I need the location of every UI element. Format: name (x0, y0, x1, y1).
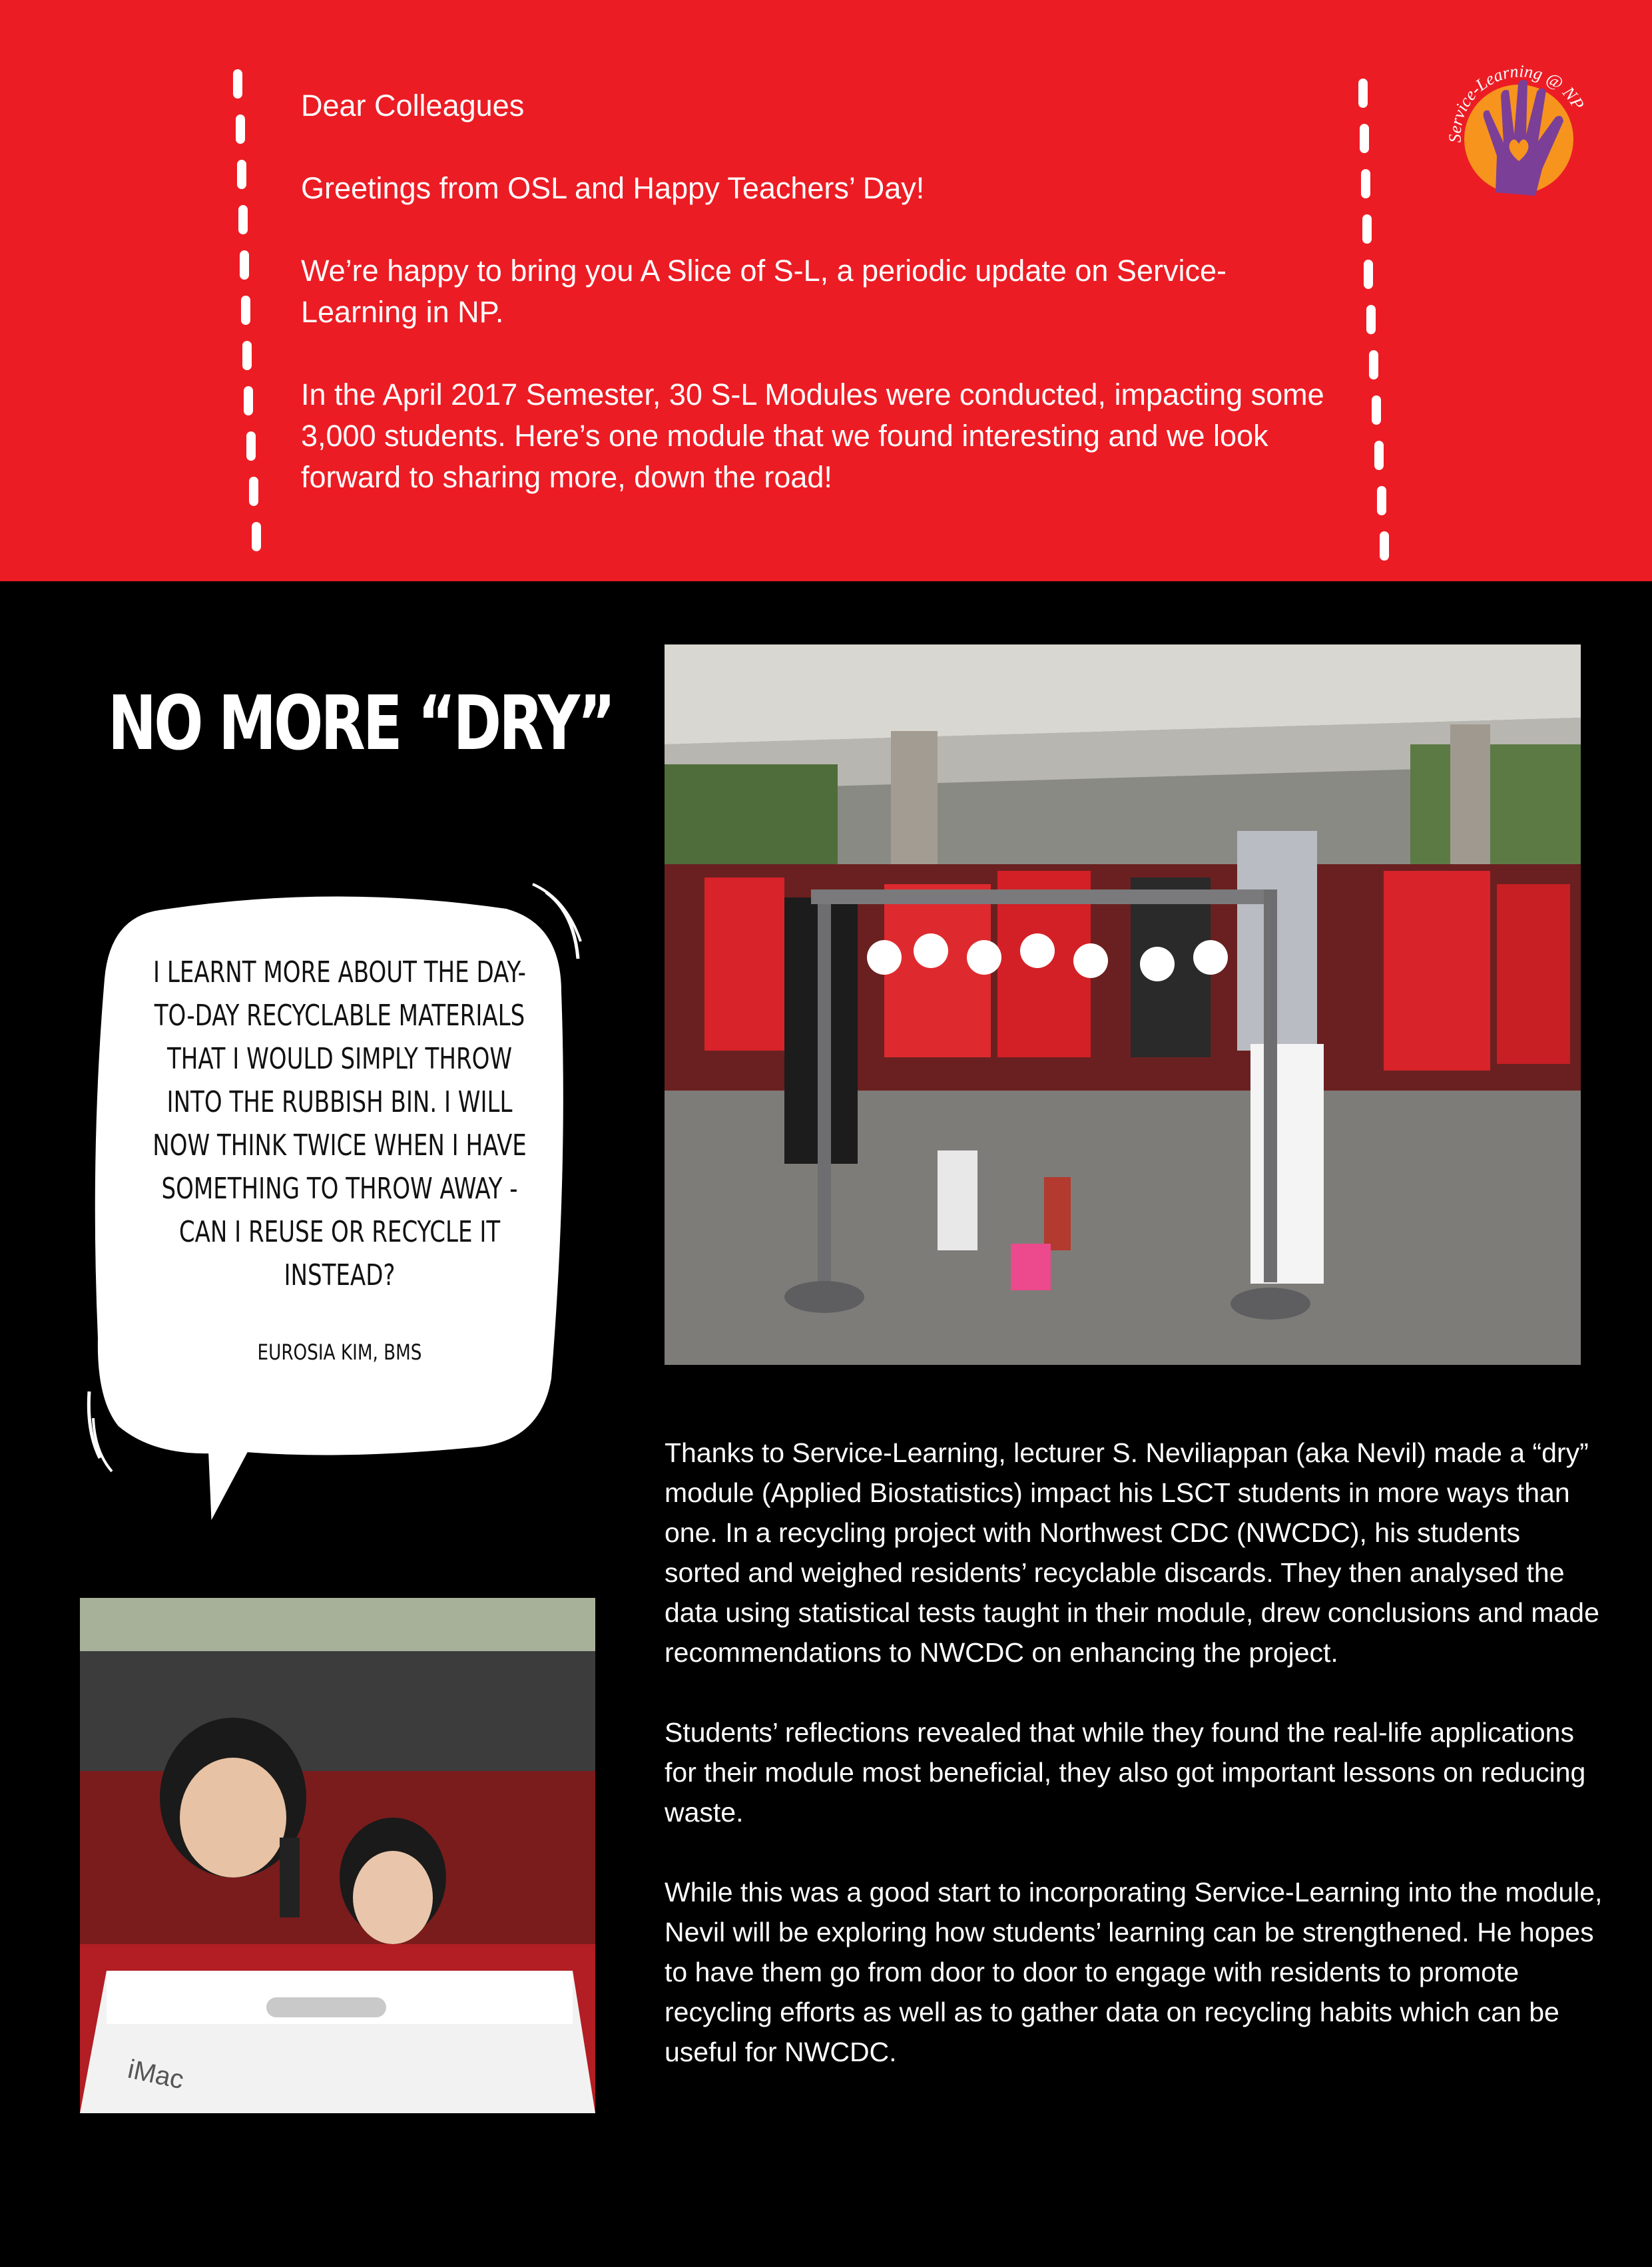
dash-decoration (1366, 305, 1376, 334)
service-learning-logo (1442, 56, 1595, 209)
dash-decoration (238, 205, 248, 234)
intro-banner (0, 0, 1652, 581)
dash-decoration (240, 250, 249, 280)
body-paragraph-3: While this was a good start to incorporating Service-Learning into the module, Nevil will be exploring how students’ learning can be strengthened. He hopes to have them go from door to door to engage with residents to promote recycling efforts as well as to gather data on recycling habits which can be useful for NWCDC. (665, 1877, 1603, 2067)
dash-decoration (1358, 79, 1368, 108)
dash-decoration (236, 115, 245, 144)
dash-decoration (244, 386, 253, 415)
dash-decoration (1377, 486, 1386, 515)
logo-text: Service-Learning @ NP (1445, 61, 1588, 143)
dash-decoration (242, 341, 252, 370)
dash-decoration (1361, 169, 1370, 198)
dash-decoration (252, 522, 261, 551)
article-body (665, 1433, 1603, 2112)
dash-decoration (1374, 441, 1384, 470)
dash-decoration (249, 477, 258, 506)
body-paragraph-2: Students’ reflections revealed that while they found the real-life applications for their module most beneficial, they also got important lessons on reducing waste. (665, 1717, 1586, 1828)
dash-decoration (241, 296, 250, 325)
dash-decoration (1362, 214, 1372, 244)
dash-decoration (237, 160, 246, 189)
dash-decoration (1369, 350, 1378, 379)
dash-decoration (1364, 260, 1373, 289)
body-paragraph-1: Thanks to Service-Learning, lecturer S. Neviliappan (aka Nevil) made a “dry” module (Applied Biostatistics) impact his LSCT students in more ways than one. In a recycling project with Northwest CDC (NWCDC), his students sorted and weighed residents’ recyclable discards. They then analysed the data using statistical tests taught in their module, drew conclusions and made recommendations to NWCDC on enhancing the project. (665, 1437, 1599, 1668)
intro-text (301, 85, 1353, 539)
intro-line-3: In the April 2017 Semester, 30 S-L Modules were conducted, impacting some 3,000 students. Here’s one module that we found interesting and we look forward to sharing more, down the road! (301, 378, 1324, 494)
imac-box-label: iMac (125, 2054, 186, 2095)
dash-decoration (233, 69, 242, 99)
recycling-activity-photo (665, 644, 1581, 1365)
quote-author: EUROSIA KIM, BMS (257, 1340, 422, 1365)
students-weighing-photo (80, 1598, 595, 2113)
dash-decoration (1360, 124, 1369, 153)
dash-decoration (1372, 395, 1381, 425)
headline: NO MORE “DRY” (108, 680, 613, 767)
quote-text: I LEARNT MORE ABOUT THE DAY-TO-DAY RECYCLABLE MATERIALS THAT I WOULD SIMPLY THROW INTO THE RUBBISH BIN. I WILL NOW THINK TWICE WHEN I HAVE SOMETHING TO THROW AWAY - CAN I REUSE OR RECYCLE IT INSTEAD? (152, 955, 527, 1292)
dash-decoration (1380, 531, 1389, 561)
intro-line-2: We’re happy to bring you A Slice of S-L, a periodic update on Service-Learning in NP. (301, 254, 1227, 329)
dash-decoration (246, 431, 256, 461)
greeting: Dear Colleagues (301, 89, 525, 123)
intro-line-1: Greetings from OSL and Happy Teachers’ Day! (301, 171, 925, 205)
